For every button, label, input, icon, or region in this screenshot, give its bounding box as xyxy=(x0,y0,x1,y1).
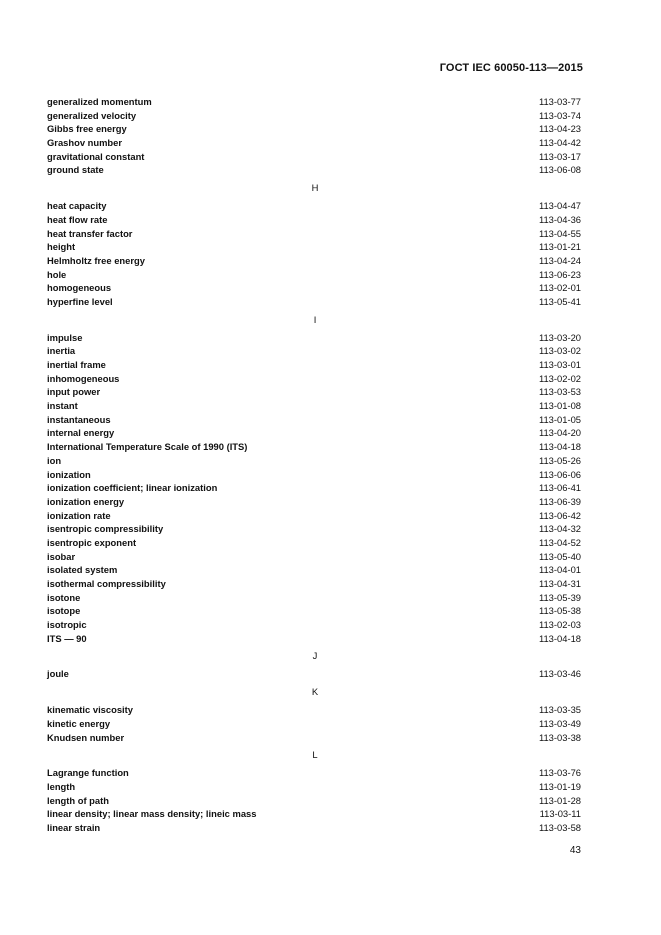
index-entry xyxy=(47,563,581,577)
index-entry xyxy=(47,632,581,646)
index-entry xyxy=(47,577,581,591)
index-term: ionization rate xyxy=(47,509,111,521)
index-term: instant xyxy=(47,400,78,412)
index-code: 113-04-52 xyxy=(538,536,581,548)
index-code: 113-03-46 xyxy=(538,668,581,680)
index-code: 113-01-08 xyxy=(538,400,581,412)
index-code: 113-01-21 xyxy=(538,241,581,253)
index-entry xyxy=(47,604,581,618)
index-entry xyxy=(47,95,581,109)
index-entry xyxy=(47,227,581,241)
index-code: 113-05-38 xyxy=(538,605,581,617)
index-entry xyxy=(47,331,581,345)
index-entry xyxy=(47,667,581,681)
index-entry xyxy=(47,136,581,150)
section-letter-l: L xyxy=(312,749,318,761)
index-code: 113-06-23 xyxy=(538,268,581,280)
index-entry xyxy=(47,281,581,295)
index-entry xyxy=(47,468,581,482)
index-code: 113-05-40 xyxy=(538,550,581,562)
index-entry xyxy=(47,240,581,254)
index-entry xyxy=(47,536,581,550)
section-letter-j: J xyxy=(312,650,318,662)
index-term: linear strain xyxy=(47,821,101,833)
index-entry xyxy=(47,717,581,731)
index-term: isotope xyxy=(47,605,81,617)
index-entry xyxy=(47,454,581,468)
index-term: length xyxy=(47,780,76,792)
index-code: 113-04-42 xyxy=(538,137,581,149)
index-term: ionization energy xyxy=(47,495,125,507)
index-entry xyxy=(47,731,581,745)
index-entry xyxy=(47,807,581,821)
index-code: 113-01-28 xyxy=(538,794,581,806)
index-term: inhomogeneous xyxy=(47,372,120,384)
index-term: heat flow rate xyxy=(47,213,108,225)
index-entry xyxy=(47,268,581,282)
index-entry xyxy=(47,372,581,386)
index-code: 113-05-41 xyxy=(538,295,581,307)
index-code: 113-03-38 xyxy=(538,731,581,743)
index-entry xyxy=(47,794,581,808)
index-entry xyxy=(47,163,581,177)
index-code: 113-03-20 xyxy=(538,331,581,343)
index-code: 113-04-18 xyxy=(538,632,581,644)
index-entry xyxy=(47,481,581,495)
index-entry xyxy=(47,766,581,780)
index-code: 113-04-47 xyxy=(538,200,581,212)
index-entry xyxy=(47,358,581,372)
index-term: inertia xyxy=(47,345,76,357)
index-code: 113-03-58 xyxy=(538,821,581,833)
index-term: gravitational constant xyxy=(47,150,145,162)
index-term: generalized momentum xyxy=(47,96,152,107)
index-entry xyxy=(47,399,581,413)
index-term: hole xyxy=(47,268,67,280)
index-term: generalized velocity xyxy=(47,109,137,121)
index-entry xyxy=(47,150,581,164)
section-letter-h: H xyxy=(311,182,319,194)
document-header: ГОСТ IEC 60050-113—2015 xyxy=(439,62,583,74)
index-term: inertial frame xyxy=(47,359,106,370)
index-term: homogeneous xyxy=(47,282,112,294)
index-term: Helmholtz free energy xyxy=(47,254,145,266)
index-term: isotropic xyxy=(47,619,87,631)
index-entry xyxy=(47,199,581,213)
index-entry xyxy=(47,821,581,835)
index-code: 113-01-19 xyxy=(538,780,581,792)
index-term: isothermal compressibility xyxy=(47,578,166,589)
term-index xyxy=(47,95,581,835)
index-entry xyxy=(47,780,581,794)
index-term: ITS — 90 xyxy=(47,632,87,644)
section-letter-k: K xyxy=(311,686,319,698)
index-code: 113-03-35 xyxy=(538,704,581,716)
index-term: ionization xyxy=(47,468,91,480)
index-entry xyxy=(47,413,581,427)
index-entry xyxy=(47,122,581,136)
index-term: internal energy xyxy=(47,427,115,439)
index-code: 113-03-74 xyxy=(538,109,581,121)
index-term: isentropic exponent xyxy=(47,536,137,548)
index-code: 113-04-36 xyxy=(538,213,581,225)
index-term: Gibbs free energy xyxy=(47,123,127,135)
index-code: 113-03-77 xyxy=(538,96,581,107)
index-entry xyxy=(47,703,581,717)
index-code: 113-02-02 xyxy=(538,372,581,384)
index-code: 113-03-76 xyxy=(538,767,581,779)
index-code: 113-04-31 xyxy=(538,578,581,589)
index-term: heat capacity xyxy=(47,200,107,212)
index-code: 113-04-01 xyxy=(538,564,581,576)
index-code: 113-02-03 xyxy=(538,619,581,631)
index-term: hyperfine level xyxy=(47,295,113,307)
index-code: 113-04-20 xyxy=(538,427,581,439)
index-entry xyxy=(47,440,581,454)
index-code: 113-01-05 xyxy=(538,413,581,425)
index-term: isobar xyxy=(47,550,76,562)
index-term: International Temperature Scale of 1990 (ITS) xyxy=(47,441,248,453)
index-term: kinematic viscosity xyxy=(47,704,133,716)
index-entry xyxy=(47,344,581,358)
index-entry xyxy=(47,109,581,123)
index-code: 113-06-39 xyxy=(538,495,581,507)
index-code: 113-06-42 xyxy=(538,509,581,521)
index-term: ionization coefficient; linear ionization xyxy=(47,482,218,494)
index-term: ground state xyxy=(47,164,104,176)
index-code: 113-06-41 xyxy=(538,482,581,494)
index-entry xyxy=(47,295,581,309)
index-entry xyxy=(47,254,581,268)
index-entry xyxy=(47,618,581,632)
index-term: Grashov number xyxy=(47,137,123,149)
index-term: isentropic compressibility xyxy=(47,523,164,535)
index-code: 113-03-01 xyxy=(538,359,581,370)
index-entry xyxy=(47,591,581,605)
index-term: impulse xyxy=(47,331,83,343)
index-entry xyxy=(47,213,581,227)
index-entry xyxy=(47,495,581,509)
index-code: 113-03-17 xyxy=(538,150,581,162)
index-code: 113-05-26 xyxy=(538,454,581,466)
section-letter-i: I xyxy=(313,313,317,325)
index-code: 113-06-06 xyxy=(538,468,581,480)
index-code: 113-04-32 xyxy=(538,523,581,535)
index-term: kinetic energy xyxy=(47,717,111,729)
index-entry xyxy=(47,522,581,536)
index-term: length of path xyxy=(47,794,109,806)
index-term: linear density; linear mass density; lineic mass xyxy=(47,808,257,820)
index-entry xyxy=(47,426,581,440)
index-code: 113-04-18 xyxy=(538,441,581,453)
index-term: joule xyxy=(47,668,69,680)
index-code: 113-03-11 xyxy=(539,808,581,820)
index-entry xyxy=(47,509,581,523)
index-entry xyxy=(47,550,581,564)
index-code: 113-04-23 xyxy=(538,123,581,135)
index-entry xyxy=(47,385,581,399)
index-code: 113-04-24 xyxy=(538,254,581,266)
index-code: 113-02-01 xyxy=(538,282,581,294)
index-code: 113-04-55 xyxy=(538,227,581,239)
page-number: 43 xyxy=(569,845,581,856)
index-term: Lagrange function xyxy=(47,767,129,779)
index-term: isolated system xyxy=(47,564,118,576)
index-code: 113-03-49 xyxy=(538,717,581,729)
index-code: 113-06-08 xyxy=(538,164,581,176)
index-term: Knudsen number xyxy=(47,731,125,743)
index-term: input power xyxy=(47,386,101,398)
index-term: height xyxy=(47,241,76,253)
index-term: heat transfer factor xyxy=(47,227,133,239)
index-code: 113-03-53 xyxy=(538,386,581,398)
index-code: 113-05-39 xyxy=(538,591,581,603)
index-term: instantaneous xyxy=(47,413,111,425)
index-term: ion xyxy=(47,454,62,466)
index-term: isotone xyxy=(47,591,81,603)
index-code: 113-03-02 xyxy=(538,345,581,357)
